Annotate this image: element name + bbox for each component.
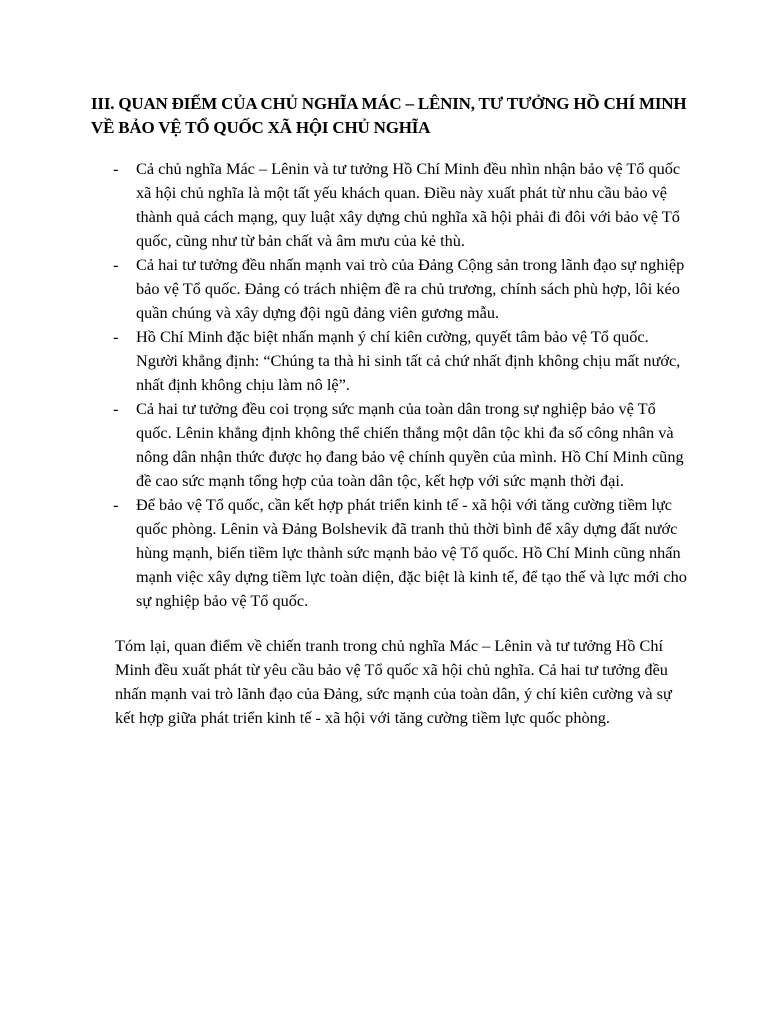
list-item-text: Để bảo vệ Tổ quốc, cần kết hợp phát triển kinh tế - xã hội với tăng cường tiềm lực quốc phòng. Lênin và Đảng Bolshevik đã tranh thủ thời bình để xây dựng đất nước hùng mạnh, biến tiềm lực thành sức mạnh bảo vệ Tổ quốc. Hồ Chí Minh cũng nhấn mạnh việc xây dựng tiềm lực toàn diện, đặc biệt là kinh tế, để tạo thế và lực mới cho sự nghiệp bảo vệ Tổ quốc.: [136, 495, 687, 610]
list-item-text: Hồ Chí Minh đặc biệt nhấn mạnh ý chí kiên cường, quyết tâm bảo vệ Tổ quốc. Người khẳng định: “Chúng ta thà hi sinh tất cả chứ nhất định không chịu mất nước, nhất định không chịu làm nô lệ”.: [136, 327, 681, 394]
document-page: [91, 92, 691, 730]
summary-paragraph: Tóm lại, quan điểm về chiến tranh trong chủ nghĩa Mác – Lênin và tư tưởng Hồ Chí Minh đều xuất phát từ yêu cầu bảo vệ Tổ quốc xã hội chủ nghĩa. Cả hai tư tưởng đều nhấn mạnh vai trò lãnh đạo của Đảng, sức mạnh của toàn dân, ý chí kiên cường và sự kết hợp giữa phát triển kinh tế - xã hội với tăng cường tiềm lực quốc phòng.: [115, 636, 672, 727]
bullet-list: [91, 157, 691, 613]
list-item-text: Cả hai tư tưởng đều nhấn mạnh vai trò của Đảng Cộng sản trong lãnh đạo sự nghiệp bảo vệ Tổ quốc. Đảng có trách nhiệm đề ra chủ trương, chính sách phù hợp, lôi kéo quần chúng và xây dựng đội ngũ đảng viên gương mẫu.: [136, 255, 685, 322]
list-item: [91, 325, 691, 397]
list-item: [91, 253, 691, 325]
bullet-dash: -: [113, 495, 119, 514]
bullet-dash: -: [113, 255, 119, 274]
list-item: [91, 157, 691, 253]
list-item-text: Cả hai tư tưởng đều coi trọng sức mạnh của toàn dân trong sự nghiệp bảo vệ Tổ quốc. Lênin khẳng định không thể chiến thắng một dân tộc khi đa số công nhân và nông dân nhận thức được họ đang bảo vệ chính quyền của mình. Hồ Chí Minh cũng đề cao sức mạnh tổng hợp của toàn dân tộc, kết hợp với sức mạnh thời đại.: [136, 399, 684, 490]
list-item-text: Cả chủ nghĩa Mác – Lênin và tư tưởng Hồ Chí Minh đều nhìn nhận bảo vệ Tổ quốc xã hội chủ nghĩa là một tất yếu khách quan. Điều này xuất phát từ nhu cầu bảo vệ thành quả cách mạng, quy luật xây dựng chủ nghĩa xã hội phải đi đôi với bảo vệ Tổ quốc, cũng như từ bản chất và âm mưu của kẻ thù.: [136, 159, 681, 250]
bullet-dash: -: [113, 159, 119, 178]
section-heading: III. QUAN ĐIỂM CỦA CHỦ NGHĨA MÁC – LÊNIN, TƯ TƯỞNG HỒ CHÍ MINH VỀ BẢO VỆ TỔ QUỐC XÃ HỘI CHỦ NGHĨA: [91, 94, 687, 137]
list-item: [91, 397, 691, 493]
list-item: [91, 493, 691, 613]
bullet-dash: -: [113, 399, 119, 418]
bullet-dash: -: [113, 327, 119, 346]
